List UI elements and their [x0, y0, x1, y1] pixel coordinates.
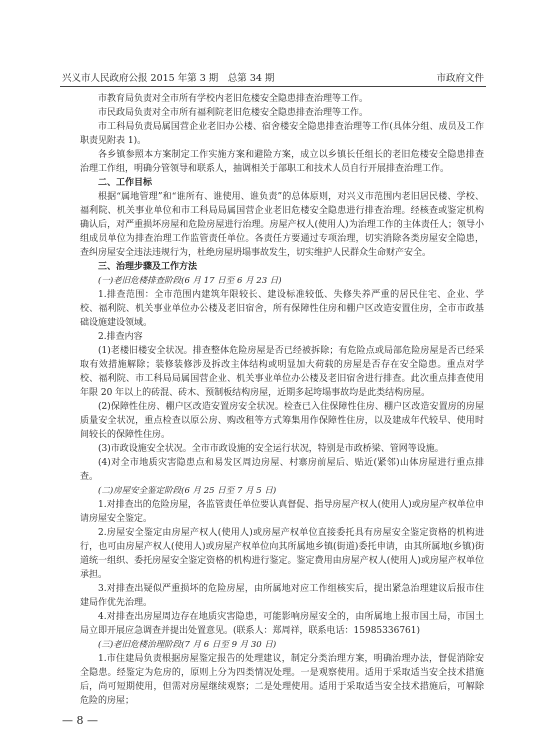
page-number: — 8 — — [62, 714, 98, 727]
paragraph: (4)对全市地质灾害隐患点和易发区周边房屋、村寨房前屋后、贴近(紧邻)山体房屋进行重点排查。 — [80, 458, 484, 482]
paragraph: 各乡镇参照本方案制定工作实施方案和避险方案，成立以乡镇长任组长的老旧危楼安全隐患排查治理工作组，明确分管领导和联系人，抽调相关于部职工和技术人员自行开展排查治理工作。 — [80, 150, 484, 174]
document-body — [80, 92, 484, 708]
paragraph: 市民政局负责对全市所有福利院老旧危楼安全隐患排查治理等工作。 — [98, 108, 369, 118]
header-publication: 兴义市人民政府公报 2015 年第 3 期 总第 34 期 — [62, 73, 275, 84]
section-heading: 二、工作目标 — [98, 178, 153, 188]
phase-heading: (二)房屋安全鉴定阶段(6 月 25 日至 7 月 5 日) — [98, 486, 277, 496]
paragraph: 市教育局负责对全市所有学校内老旧危楼安全隐患排查治理等工作。 — [98, 94, 369, 104]
paragraph: 市工科局负责局属国营企业老旧办公楼、宿舍楼安全隐患排查治理等工作(具体分组、成员及工作职责见附表 1)。 — [80, 122, 484, 146]
paragraph: 4.对排查出房屋周边存在地质灾害隐患，可能影响房屋安全的，由所属地上报市国土局，市国土局立即开展应急调查并提出处置意见。(联系人：郑周祥，联系电话：15985336761) — [80, 612, 484, 636]
paragraph: (1)老楼旧楼安全状况。排查整体危险房屋是否已经被拆除；有危险点或局部危险房屋是否已经采取有效措施解除；装修装修涉及拆改主体结构或明显加大荷载的房屋是否存在安全隐患。重点对学校、福利院、市工科局局属国营企业、机关事业单位办公楼及老旧宿舍进行排查。此次重点排查使用年限 20 年以上的砖混、砖木、预制板结构房屋，近期多起垮塌事故均是此类结构房屋。 — [80, 346, 484, 398]
paragraph: 1.对排查出的危险房屋，各监管责任单位要认真督促、指导房屋产权人(使用人)或房屋产权单位申请房屋安全鉴定。 — [80, 500, 484, 524]
paragraph: 2.房屋安全鉴定由房屋产权人(使用人)或房屋产权单位直接委托具有房屋安全鉴定资格的机构进行，也可由房屋产权人(使用人)或房屋产权单位向其所属地乡镇(街道)委托申请，由其所属地(乡镇)街道统一组织、委托房屋安全鉴定资格的机构进行鉴定。鉴定费用由房屋产权人(使用人)或房屋产权单位承担。 — [80, 528, 484, 580]
header-rule — [60, 86, 486, 87]
paragraph: 3.对排查出疑似严重损坏的危险房屋，由所属地对应工作组核实后，提出紧急治理建议后报市住建局作优先治理。 — [80, 584, 484, 608]
section-heading: 三、治理步骤及工作方法 — [98, 262, 198, 272]
paragraph: 1.市住建局负责根据房屋鉴定报告的处理建议，制定分类治理方案，明确治理办法，督促消除安全隐患。经鉴定为危房的，原则上分为四类情况处理。一是观察使用。适用于采取适当安全技术措施后，尚可短期使用，但需对房屋继续观察；二是处理使用。适用于采取适当安全技术措施后，可解除危险的房屋； — [80, 654, 484, 706]
paragraph: 1.排查范围：全市范围内建筑年限较长、建设标准较低、失修失养严重的居民住宅、企业、学校、福利院、机关事业单位办公楼及老旧宿舍，所有保障性住房和棚户区改造安置住房，全市市政基础设施建设领域。 — [80, 290, 484, 328]
header-section: 市政府文件 — [436, 73, 484, 84]
paragraph: 2.排查内容 — [98, 332, 143, 342]
paragraph: (2)保障性住房、棚户区改造安置房安全状况。检查已入住保障性住房、棚户区改造安置房的房屋质量安全状况，重点检查以原公房、购改租等方式筹集用作保障性住房，以及建成年代较早、使用时间较长的保障性住房。 — [80, 402, 484, 440]
phase-heading: (一)老旧危楼排查阶段(6 月 17 日至 6 月 23 日) — [98, 276, 282, 286]
page-header — [62, 70, 484, 84]
paragraph: (3)市政设施安全状况。全市市政设施的安全运行状况，特别是市政桥梁、管网等设施。 — [98, 444, 444, 454]
paragraph: 根据“属地管理”和“谁所有、谁使用、谁负责”的总体原则，对兴义市范围内老旧居民楼、学校、福利院、机关事业单位和市工科局局属国营企业老旧危楼安全隐患进行排查治理。经核查或鉴定机构确认后，对严重损坏房屋和危险房屋进行治理。房屋产权人(使用人)为治理工作的主体责任人；领导小组成员单位为排查治理工作监管责任单位。各责任方要通过专项治理，切实消除各类房屋安全隐患，查纠房屋安全违法违规行为，杜绝房屋坍塌事故发生，切实维护人民群众生命财产安全。 — [80, 192, 484, 258]
phase-heading: (三)老旧危楼治理阶段(7 月 6 日至 9 月 30 日) — [98, 640, 277, 650]
